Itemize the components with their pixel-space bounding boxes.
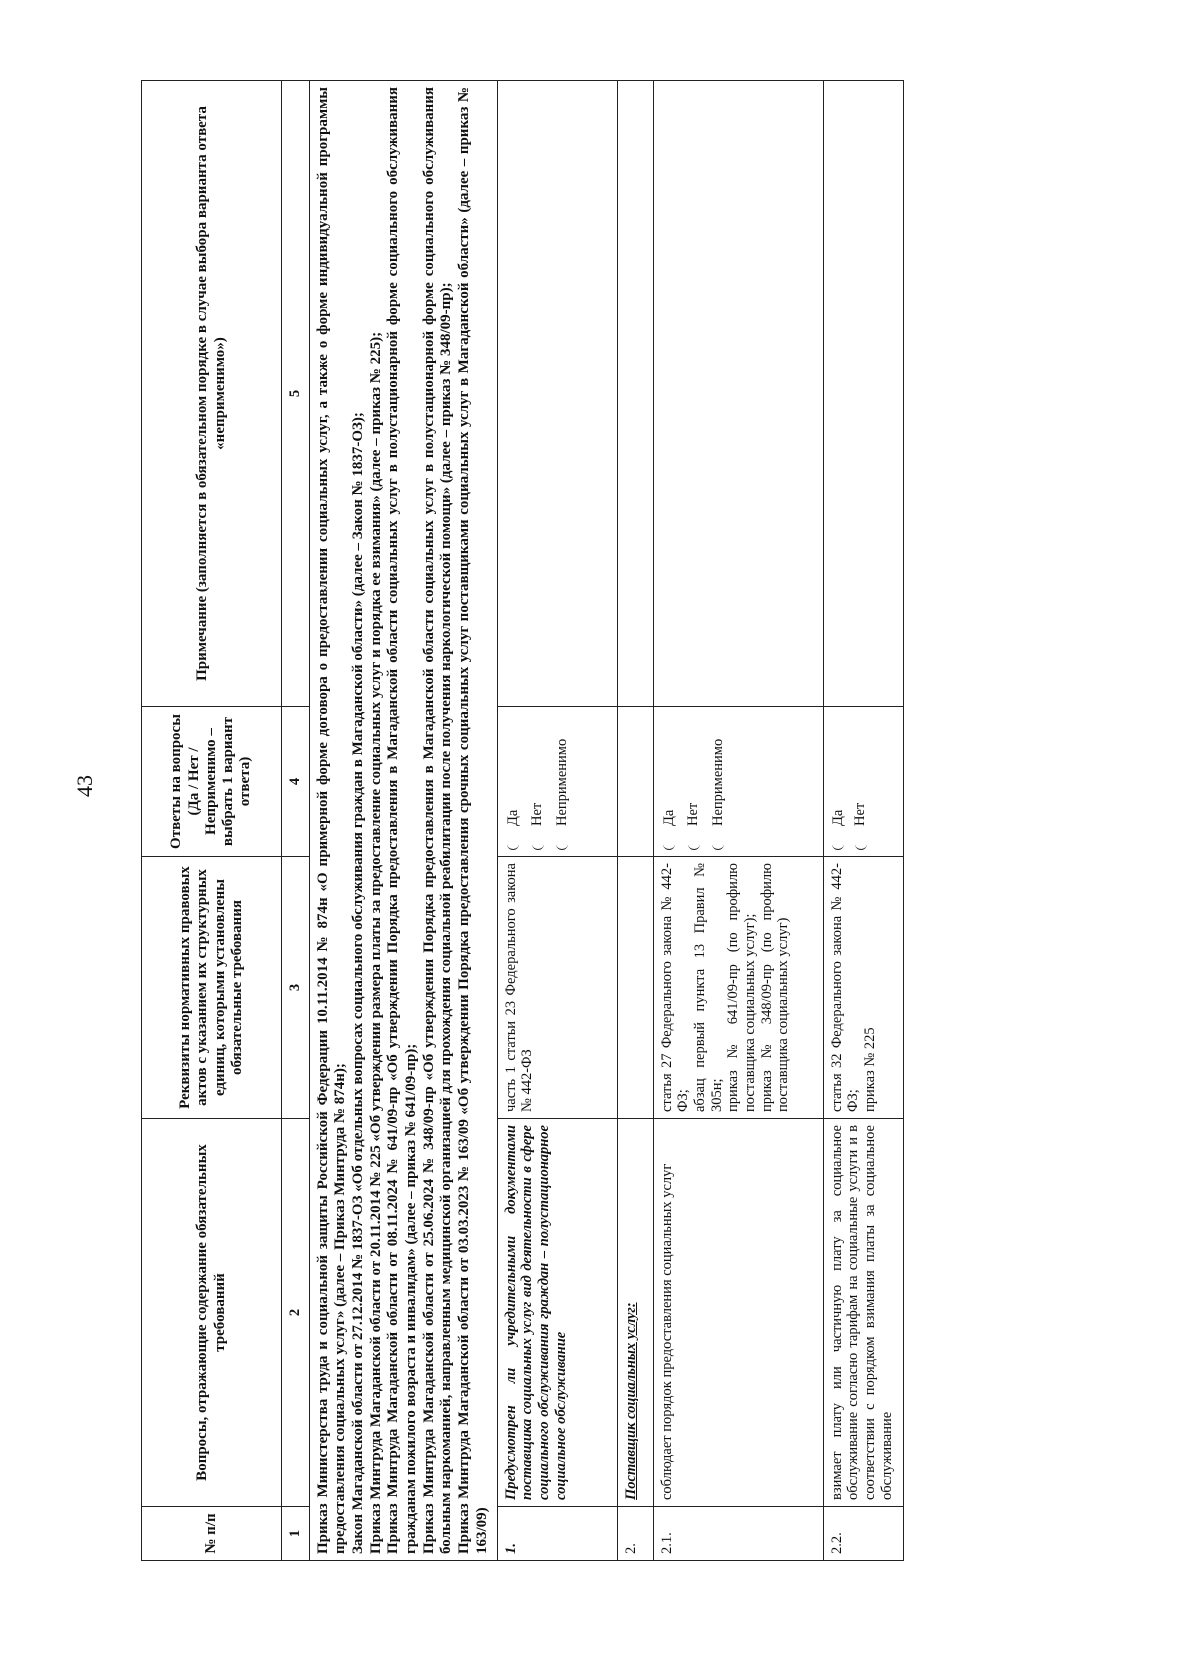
row-reference bbox=[653, 857, 823, 1119]
column-number: 4 bbox=[282, 707, 310, 857]
intro-legal-acts bbox=[309, 81, 497, 1561]
answer-label: Нет bbox=[685, 802, 702, 826]
reference-line: статья 32 Федерального закона № 442-ФЗ; bbox=[828, 863, 862, 1112]
radio-icon[interactable] bbox=[855, 840, 867, 850]
intro-row bbox=[309, 81, 497, 1561]
header-note: Примечание (заполняется в обязательном порядке в случае выбора варианта ответа «неприменимо») bbox=[142, 81, 282, 707]
empty-cell bbox=[617, 707, 653, 857]
intro-paragraph: Приказ Министерства труда и социальной защиты Российской Федерации 10.11.2014 № 874н «О примерной форме договора о предоставлении социальных услуг, а также о форме индивидуальной программы предоставления социальных услуг» (далее – Приказ Минтруда № 874н); bbox=[314, 87, 349, 1554]
header-references: Реквизиты нормативных правовых актов с указанием их структурных единиц, которыми установлены обязательные требования bbox=[142, 857, 282, 1119]
header-questions: Вопросы, отражающие содержание обязательных требований bbox=[142, 1119, 282, 1507]
radio-icon[interactable] bbox=[507, 840, 519, 850]
row-number: 2.1. bbox=[653, 1507, 823, 1561]
answer-option-no[interactable] bbox=[685, 713, 702, 850]
header-row bbox=[142, 81, 282, 1561]
answer-label: Неприменимо bbox=[709, 738, 726, 826]
radio-icon[interactable] bbox=[688, 840, 700, 850]
row-reference bbox=[823, 857, 903, 1119]
answer-label: Да bbox=[660, 809, 677, 826]
answer-option-yes[interactable] bbox=[830, 713, 847, 850]
row-question: Предусмотрен ли учредительными документами поставщика социальных услуг вид деятельности в сфере социального обслуживания граждан – полустационарное социальное обслуживание bbox=[497, 1119, 617, 1507]
row-number: 1. bbox=[497, 1507, 617, 1561]
radio-icon[interactable] bbox=[832, 840, 844, 850]
row-note[interactable] bbox=[497, 81, 617, 707]
column-number: 3 bbox=[282, 857, 310, 1119]
answer-option-na[interactable] bbox=[554, 713, 571, 850]
radio-icon[interactable] bbox=[712, 840, 724, 850]
column-number: 5 bbox=[282, 81, 310, 707]
rotated-page bbox=[141, 81, 1071, 1561]
table-row bbox=[653, 81, 823, 1561]
header-answers: Ответы на вопросы (Да / Нет / Неприменимо – выбрать 1 вариант ответа) bbox=[142, 707, 282, 857]
row-question: соблюдает порядок предоставления социальных услуг bbox=[653, 1119, 823, 1507]
reference-line: приказ № 225 bbox=[861, 1027, 878, 1112]
requirements-table bbox=[141, 80, 904, 1561]
answer-options bbox=[653, 707, 823, 857]
column-number: 2 bbox=[282, 1119, 310, 1507]
reference-line: статья 27 Федерального закона № 442-ФЗ; bbox=[658, 863, 692, 1112]
answer-option-na[interactable] bbox=[710, 713, 727, 850]
page-number: 43 bbox=[72, 775, 97, 797]
row-note[interactable] bbox=[653, 81, 823, 707]
answer-option-yes[interactable] bbox=[661, 713, 678, 850]
row-note[interactable] bbox=[823, 81, 903, 707]
reference-line: приказ № 641/09-пр (по профилю поставщика социальных услуг); bbox=[725, 863, 758, 1112]
intro-paragraph: Приказ Минтруда Магаданской области от 03.03.2023 № 163/09 «Об утверждении Порядка предоставления срочных социальных услуг поставщиками социальных услуг в Магаданской области» (далее – приказ № 163/09) bbox=[456, 87, 490, 1554]
answer-options bbox=[497, 707, 617, 857]
empty-cell bbox=[617, 857, 653, 1119]
answer-label: Да bbox=[829, 809, 846, 826]
radio-icon[interactable] bbox=[556, 840, 568, 850]
intro-paragraph: Закон Магаданской области от 27.12.2014 № 1837-ОЗ «Об отдельных вопросах социального обслуживания граждан в Магаданской области» (далее – Закон № 1837-ОЗ); bbox=[350, 412, 367, 1554]
table-row bbox=[497, 81, 617, 1561]
intro-paragraph: Приказ Минтруда Магаданской области от 08.11.2024 № 641/09-пр «Об утверждении Порядка предоставления в Магаданской области социальных услуг в полустационарной форме социального обслуживания гражданам пожилого возраста и инвалидам» (далее – приказ № 641/09-пр); bbox=[385, 87, 420, 1554]
answer-label: Неприменимо bbox=[553, 738, 570, 826]
column-number: 1 bbox=[282, 1507, 310, 1561]
answer-option-no[interactable] bbox=[529, 713, 546, 850]
answer-option-yes[interactable] bbox=[505, 713, 522, 850]
reference-line: абзац первый пункта 13 Правил № 305н; bbox=[691, 863, 725, 1112]
intro-paragraph: Приказ Минтруда Магаданской области от 20.11.2014 № 225 «Об утверждении размера платы за предоставление социальных услуг и порядка ее взимания» (далее – приказ № 225); bbox=[367, 331, 384, 1554]
column-number-row bbox=[282, 81, 310, 1561]
answer-label: Нет bbox=[852, 802, 869, 826]
radio-icon[interactable] bbox=[532, 840, 544, 850]
table-row bbox=[823, 81, 903, 1561]
section-title: Поставщик социальных услуг: bbox=[617, 1119, 653, 1507]
radio-icon[interactable] bbox=[663, 840, 675, 850]
answer-label: Нет bbox=[529, 802, 546, 826]
answer-option-no[interactable] bbox=[852, 713, 869, 850]
answer-label: Да bbox=[504, 809, 521, 826]
empty-cell bbox=[617, 81, 653, 707]
row-number: 2. bbox=[617, 1507, 653, 1561]
row-number: 2.2. bbox=[823, 1507, 903, 1561]
section-row bbox=[617, 81, 653, 1561]
header-number: № п/п bbox=[142, 1507, 282, 1561]
intro-paragraph: Приказ Минтруда Магаданской области от 25.06.2024 № 348/09-пр «Об утверждении Порядка предоставления в Магаданской области социальных услуг в полустационарной форме социального обслуживания больным наркоманией, направленным медицинской организацией для прохождения социальной реабилитации после получения наркологической помощи» (далее – приказ № 348/09-пр); bbox=[420, 87, 455, 1554]
row-reference: часть 1 статьи 23 Федерального закона № 442-ФЗ bbox=[497, 857, 617, 1119]
reference-line: приказ № 348/09-пр (по профилю поставщика социальных услуг) bbox=[758, 863, 792, 1112]
row-question: взимает плату или частичную плату за социальное обслуживание согласно тарифам на социальные услуги и в соответствии с порядком взимания платы за социальное обслуживание bbox=[823, 1119, 903, 1507]
answer-options bbox=[823, 707, 903, 857]
